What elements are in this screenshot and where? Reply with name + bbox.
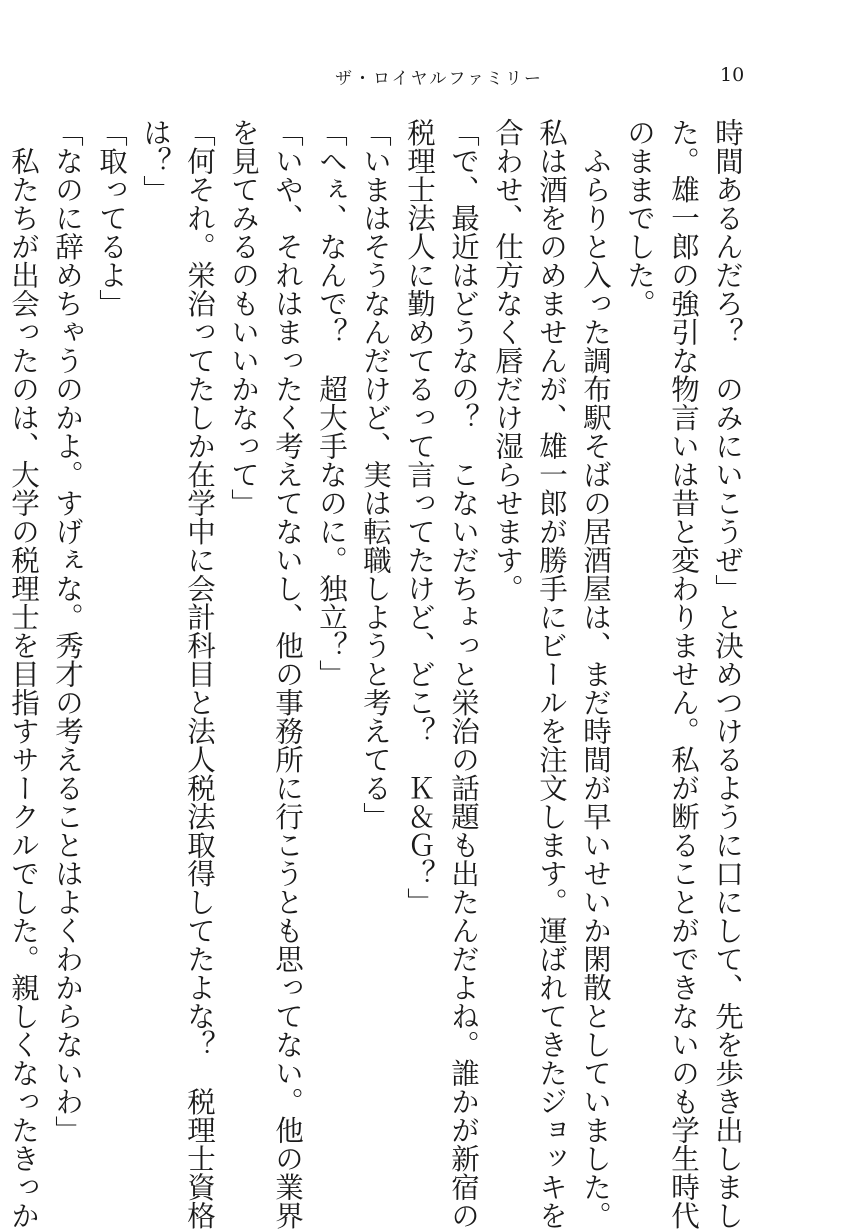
text-line: ふらりと入った調布駅そばの居酒屋は、まだ時間が早いせいか閑散としていました。 bbox=[579, 118, 612, 1230]
text-line: 「へぇ、なんで？ 超大手なのに。独立？」 bbox=[315, 118, 348, 688]
text-line: 合わせ、仕方なく唇だけ湿らせます。 bbox=[491, 118, 524, 603]
text-line: 「いまはそうなんだけど、実は転職しようと考えてる」 bbox=[359, 118, 392, 831]
text-line: 時間あるんだろ？ のみにいこうぜ」と決めつけるように口にして、先を歩き出しまし bbox=[711, 118, 744, 1230]
text-line: 「で、最近はどうなの？ こないだちょっと栄治の話題も出たんだよね。誰かが新宿の bbox=[447, 118, 480, 1230]
text-line: た。雄一郎の強引な物言いは昔と変わりません。私が断ることができないのも学生時代 bbox=[667, 118, 700, 1230]
text-line: 「いや、それはまったく考えてないし、他の事務所に行こうとも思ってない。他の業界 bbox=[271, 118, 304, 1230]
text-line: は？」 bbox=[139, 118, 172, 204]
running-title: ザ・ロイヤルファミリー bbox=[335, 69, 543, 89]
text-line: 「何それ。栄治ってたしか在学中に会計科目と法人税法取得してたよな？ 税理士資格 bbox=[183, 118, 216, 1230]
text-line: 私は酒をのめませんが、雄一郎が勝手にビールを注文します。運ばれてきたジョッキを bbox=[535, 118, 568, 1230]
text-line: 税理士法人に勤めてるって言ってたけど、どこ？ Ｋ＆Ｇ？」 bbox=[403, 118, 436, 916]
vertical-body-text bbox=[7, 118, 749, 1230]
text-line: 「取ってるよ」 bbox=[95, 118, 128, 318]
text-line: のままでした。 bbox=[623, 118, 656, 318]
text-line: 私たちが出会ったのは、大学の税理士を目指すサークルでした。親しくなったきっか bbox=[7, 118, 40, 1230]
text-line: 「なのに辞めちゃうのかよ。すげぇな。秀才の考えることはよくわからないわ」 bbox=[51, 118, 84, 1144]
text-line: を見てみるのもいいかなって」 bbox=[227, 118, 260, 517]
page-number: 10 bbox=[720, 64, 745, 86]
